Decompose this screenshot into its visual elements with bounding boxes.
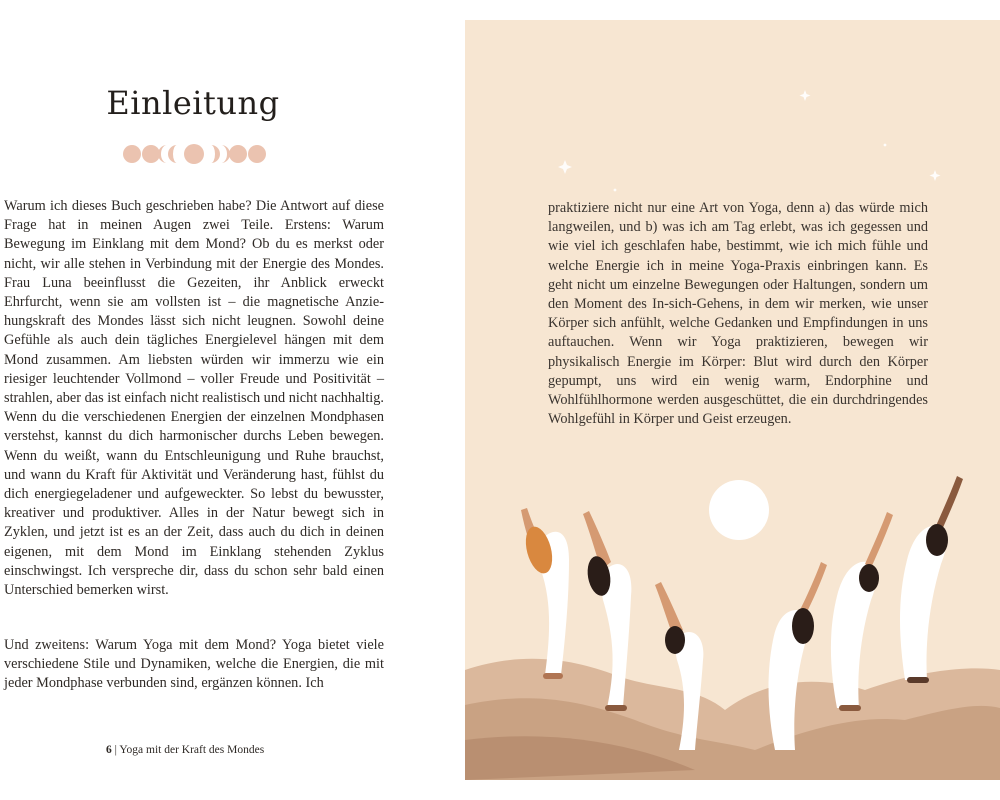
page-footer [106,744,264,756]
intro-paragraph-2: Und zweitens: Warum Yoga mit dem Mond? Yoga bietet viele verschiedene Stile und Dynamiken, welche die Energien, die mit jeder Mondphase verbunden sind, ergänzen können. Ich [4,637,384,692]
yoga-figure-6 [900,476,963,683]
yoga-figure-5 [831,512,893,711]
continued-paragraph: praktiziere nicht nur eine Art von Yoga, denn a) das würde mich langweilen, und b) was ich am Tag erlebt, was ich gegessen und wie viel ich geschlafen habe, bestimmt, wie ich mich fühle und welche Energie ich in meine Yoga-Praxis einbringen kann. Es geht nicht um einzelne Bewegungen oder Haltungen, sondern um den Moment des In-sich-Gehens, in dem wir merken, wie unser Körper sich anfühlt, welche Gedanken und Empfindungen in uns auftauchen. Wenn wir Yoga praktizieren, bewegen wir physikalisch Energie im Körper: Blut wird durch den Körper gepumpt, uns wird ein wenig warm, Endorphine und Wohlfühlhormone werden ausgeschüttet, die ein durchdringendes Wohlgefühl in Körper und Geist erzeugen. [548,200,928,428]
moon-phase-icon [122,143,266,165]
footer-separator: | [114,744,117,756]
book-title: Yoga mit der Kraft des Mondes [119,744,265,756]
yoga-figure-1 [521,508,569,679]
page-number: 6 [106,744,112,756]
chapter-title: Einleitung [106,84,280,122]
sun-icon [709,480,769,540]
intro-paragraph-1: Warum ich dieses Buch geschrieben habe? Die Antwort auf diese Frage hat in meinen Augen zwei Teile. Erstens: Warum Bewegung im Einklang mit dem Mond? Ob du es merkst oder nicht, wir alle stehen in Verbindung mit der Energie des Mondes. Frau Luna beeinflusst die Gezeiten, ihr Anblick erweckt Ehrfurcht, wenn sie am vollsten ist – die magnetische Anziehungskraft des Mondes lässt sich nicht leugnen. Sowohl deine Gefühle als auch dein tägliches Energielevel hängen mit dem Mond zusammen. Am liebsten würden wir immerzu wie ein riesiger leuchtender Vollmond – voller Freude und Positivität – strahlen, aber das ist einfach nicht realistisch und nicht nachhaltig. Wenn du die verschiedenen Energien der einzelnen Mondphasen verstehst, kannst du dich harmonischer durchs Leben bewegen. Wenn du weißt, wann du Entschleunigung und Ruhe brauchst, und wann du Kraft für Aktivität und Veränderung hast, fühlst du dich energiegeladener und aufgeweckter. So lebst du bewusster, kreativer und produktiver. Alles in der Natur bewegt sich in Zyklen, und jetzt ist es an der Zeit, dass auch du dich in deinen eigenen, mit dem Mond im Einklang stehenden Zyklus einschwingst. Ich verspreche dir, dass du schon sehr bald einen Unterschied bemerken wirst. [4,198,384,599]
right-page [465,20,1000,780]
yoga-illustration-icon [465,440,1000,780]
left-page [0,0,470,800]
